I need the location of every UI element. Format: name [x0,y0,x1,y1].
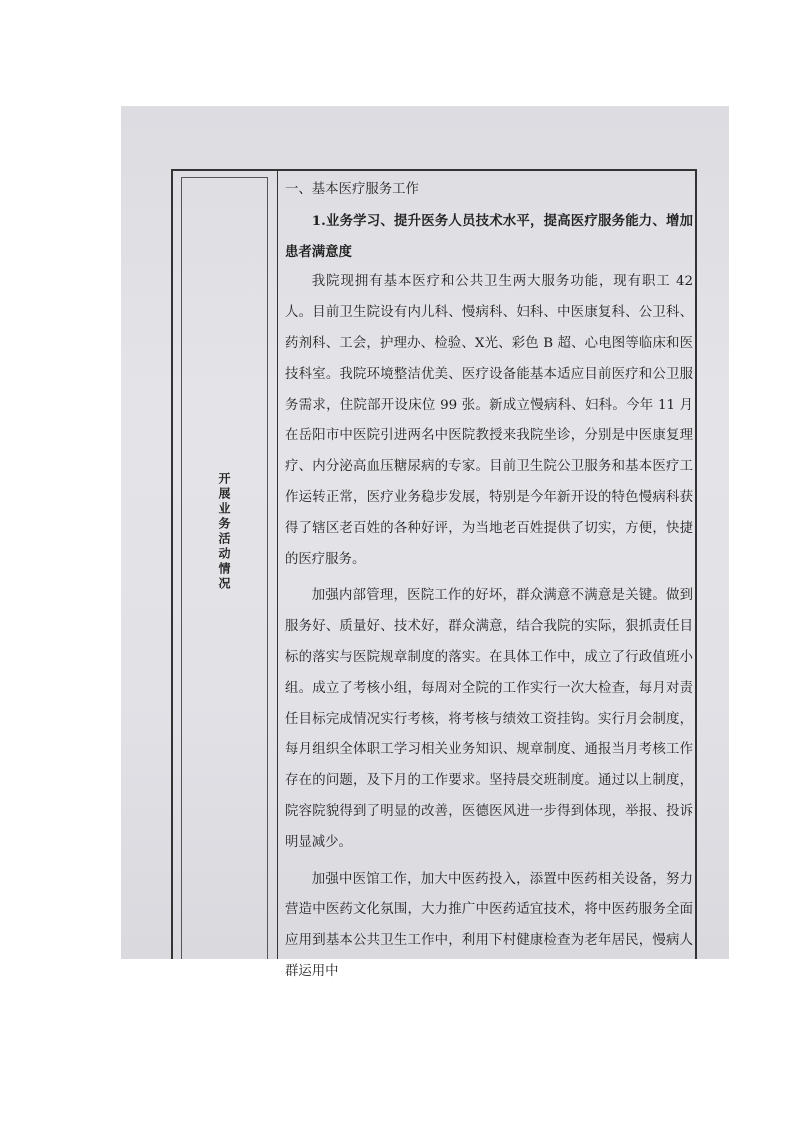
row-label-cell [173,171,278,959]
paragraph-tcm-work: 加强中医馆工作，加大中医药投入，添置中医药相关设备，努力营造中医药文化氛围，大力推广中医药适宜技术，将中医药服务全面应用到基本公共卫生工作中，利用下村健康检查为老年居民，慢病人群运用中 [285,871,693,979]
content-cell [285,175,693,988]
subsection-title: 1.业务学习、提升医务人员技术水平，提高医疗服务能力、增加患者满意度 [285,212,693,260]
paragraph-internal-management: 加强内部管理，医院工作的好坏，群众满意不满意是关键。做到服务好、质量好、技术好，群众满意，结合我院的实际，狠抓责任目标的落实与医院规章制度的落实。在具体工作中，成立了行政值班小组。成立了考核小组，每周对全院的工作实行一次大检查，每月对责任目标完成情况实行考核，将考核与绩效工资挂钩。实行月会制度，每月组织全体职工学习相关业务知识、规章制度、通报当月考核工作存在的问题，及下月的工作要求。坚持晨交班制度。通过以上制度，院容院貌得到了明显的改善，医德医风进一步得到体现，举报、投诉明显减少。 [285,588,693,850]
scanned-page-photo [121,106,729,979]
paragraph-staff-departments: 我院现拥有基本医疗和公共卫生两大服务功能，现有职工 42 人。目前卫生院设有内儿科、慢病科、妇科、中医康复科、公卫科、药剂科、工会，护理办、检验、X光、彩色 B 超、心电图等临床和医技科室。我院环境整洁优美、医疗设备能基本适应目前医疗和公卫服务需求，住院部开设床位 99 张。新成立慢病科、妇科。今年 11 月在岳阳市中医院引进两名中医院教授来我院坐诊，分别是中医康复理疗、内分泌高血压糖尿病的专家。目前卫生院公卫服务和基本医疗工作运转正常，医疗业务稳步发展，特别是今年新开设的特色慢病科获得了辖区老百姓的各种好评，为当地老百姓提供了切实，方便，快捷的医疗服务。 [285,274,693,567]
row-label-inner-border [181,177,268,959]
section-title: 一、基本医疗服务工作 [285,182,419,197]
row-label: 开展业务活动情况 [217,472,231,592]
form-table [171,169,697,979]
